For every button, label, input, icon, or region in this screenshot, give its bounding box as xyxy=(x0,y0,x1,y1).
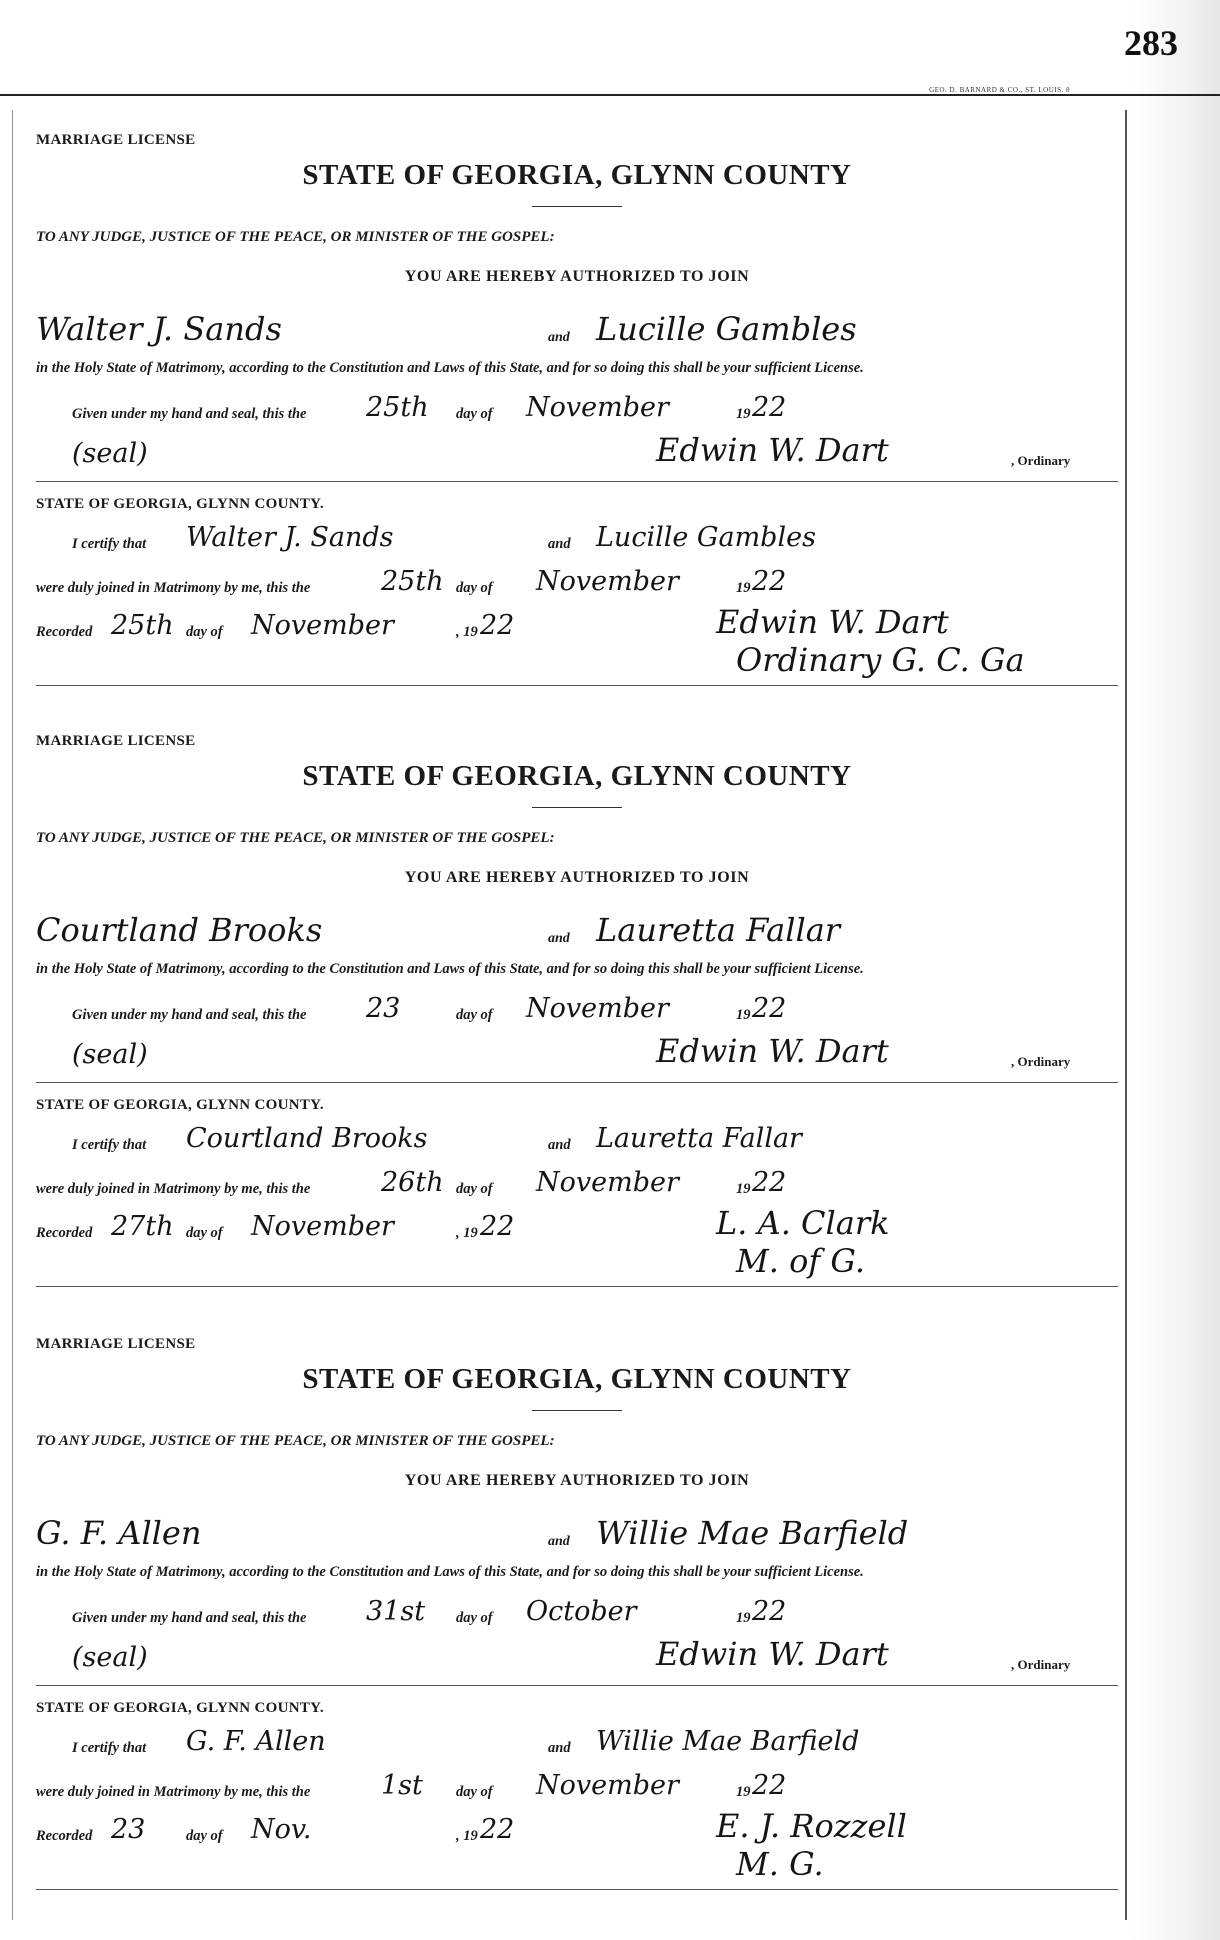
comma-year: , 19 xyxy=(456,1225,478,1241)
ordinary-sig-row xyxy=(36,1028,1118,1074)
license-year: 22 xyxy=(752,993,787,1024)
joined-row xyxy=(36,1761,1118,1805)
officiant-signature: E. J. Rozzell xyxy=(716,1807,907,1845)
recorded-year: 22 xyxy=(480,1211,515,1242)
day-of-label: day of xyxy=(456,1181,493,1197)
year-prefix: 19 xyxy=(736,1784,751,1800)
license-month: November xyxy=(526,993,669,1024)
groom-name: Walter J. Sands xyxy=(36,310,282,348)
license-day: 23 xyxy=(366,993,401,1024)
ordinary-sig-row xyxy=(36,427,1118,473)
officiant-signature: Edwin W. Dart xyxy=(716,603,949,641)
cert-bride-name: Lauretta Fallar xyxy=(596,1123,802,1154)
ordinary-label: , Ordinary xyxy=(1011,1054,1071,1069)
and-word: and xyxy=(548,931,570,946)
left-margin-line xyxy=(12,110,13,1920)
certify-row xyxy=(36,513,1118,557)
state-heading: STATE OF GEORGIA, GLYNN COUNTY xyxy=(302,1363,852,1395)
day-of-label: day of xyxy=(186,624,223,640)
year-prefix: 19 xyxy=(736,406,751,422)
given-row xyxy=(36,1585,1118,1631)
record-divider xyxy=(36,685,1118,686)
top-rule xyxy=(0,94,1220,96)
ordinary-signature: Edwin W. Dart xyxy=(656,1032,889,1070)
seal-note: (seal) xyxy=(72,1039,148,1070)
marriage-record xyxy=(36,1336,1118,1890)
section-divider xyxy=(36,1685,1118,1686)
names-row xyxy=(36,1504,1118,1558)
license-label: MARRIAGE LICENSE xyxy=(36,132,196,148)
address-line: TO ANY JUDGE, JUSTICE OF THE PEACE, OR MINISTER OF THE GOSPEL: xyxy=(36,1433,555,1449)
matrimony-text: in the Holy State of Matrimony, according to the Constitution and Laws of this State, and for so doing this shall be your sufficient License. xyxy=(36,1564,864,1580)
recorded-label: Recorded xyxy=(36,1828,93,1844)
officiant-title-row xyxy=(36,641,1118,683)
address-line: TO ANY JUDGE, JUSTICE OF THE PEACE, OR MINISTER OF THE GOSPEL: xyxy=(36,229,555,245)
address-line: TO ANY JUDGE, JUSTICE OF THE PEACE, OR MINISTER OF THE GOSPEL: xyxy=(36,830,555,846)
cert-bride-name: Willie Mae Barfield xyxy=(596,1726,860,1757)
joined-month: November xyxy=(536,566,679,597)
joined-row xyxy=(36,1158,1118,1202)
joined-year: 22 xyxy=(752,566,787,597)
record-divider xyxy=(36,1286,1118,1287)
given-row xyxy=(36,982,1118,1028)
recorded-day: 25th xyxy=(111,610,174,641)
certify-label: I certify that xyxy=(72,1137,147,1153)
joined-row xyxy=(36,557,1118,601)
bride-name: Lauretta Fallar xyxy=(596,911,841,949)
given-prefix: Given under my hand and seal, this the xyxy=(72,1610,307,1626)
recorded-row xyxy=(36,1202,1118,1246)
officiant-title: M. of G. xyxy=(736,1242,865,1280)
page-right-edge xyxy=(1130,0,1220,1940)
recorded-year: 22 xyxy=(480,610,515,641)
names-row xyxy=(36,300,1118,354)
year-prefix: 19 xyxy=(736,1181,751,1197)
joined-month: November xyxy=(536,1167,679,1198)
officiant-signature: L. A. Clark xyxy=(716,1204,890,1242)
day-of-label: day of xyxy=(456,580,493,596)
names-row xyxy=(36,901,1118,955)
joined-year: 22 xyxy=(752,1167,787,1198)
cert-bride-name: Lucille Gambles xyxy=(596,522,816,553)
heading-rule xyxy=(532,807,622,808)
recorded-month: November xyxy=(251,610,394,641)
authorized-line: YOU ARE HEREBY AUTHORIZED TO JOIN xyxy=(404,1472,750,1489)
state-heading: STATE OF GEORGIA, GLYNN COUNTY xyxy=(302,159,852,191)
cert-groom-name: G. F. Allen xyxy=(186,1726,326,1757)
officiant-title-row xyxy=(36,1845,1118,1887)
marriage-record xyxy=(36,132,1118,686)
page-number: 283 xyxy=(1124,23,1178,63)
given-row xyxy=(36,381,1118,427)
ordinary-signature: Edwin W. Dart xyxy=(656,431,889,469)
officiant-title: M. G. xyxy=(736,1845,824,1883)
cert-groom-name: Walter J. Sands xyxy=(186,522,394,553)
given-prefix: Given under my hand and seal, this the xyxy=(72,1007,307,1023)
license-label: MARRIAGE LICENSE xyxy=(36,733,196,749)
certify-row xyxy=(36,1717,1118,1761)
printer-imprint: GEO. D. BARNARD & CO., ST. LOUIS. 8 xyxy=(929,86,1070,94)
cert-heading: STATE OF GEORGIA, GLYNN COUNTY. xyxy=(36,496,324,512)
recorded-month: November xyxy=(251,1211,394,1242)
and-word: and xyxy=(548,1740,571,1756)
officiant-title: Ordinary G. C. Ga xyxy=(736,641,1025,679)
heading-rule xyxy=(532,1410,622,1411)
marriage-record xyxy=(36,733,1118,1287)
seal-note: (seal) xyxy=(72,438,148,469)
comma-year: , 19 xyxy=(456,1828,478,1844)
joined-day: 1st xyxy=(381,1770,423,1801)
recorded-month: Nov. xyxy=(251,1814,312,1845)
year-prefix: 19 xyxy=(736,580,751,596)
matrimony-text: in the Holy State of Matrimony, according to the Constitution and Laws of this State, and for so doing this shall be your sufficient License. xyxy=(36,360,864,376)
bride-name: Lucille Gambles xyxy=(596,310,857,348)
license-day: 31st xyxy=(366,1596,426,1627)
day-of-label: day of xyxy=(186,1828,223,1844)
certify-row xyxy=(36,1114,1118,1158)
day-of-label: day of xyxy=(186,1225,223,1241)
recorded-label: Recorded xyxy=(36,1225,93,1241)
recorded-row xyxy=(36,1805,1118,1849)
recorded-day: 23 xyxy=(111,1814,146,1845)
recorded-year: 22 xyxy=(480,1814,515,1845)
record-divider xyxy=(36,1889,1118,1890)
joined-day: 26th xyxy=(381,1167,444,1198)
and-word: and xyxy=(548,330,570,345)
cert-heading: STATE OF GEORGIA, GLYNN COUNTY. xyxy=(36,1700,324,1716)
license-year: 22 xyxy=(752,392,787,423)
section-divider xyxy=(36,1082,1118,1083)
recorded-row xyxy=(36,601,1118,645)
heading-rule xyxy=(532,206,622,207)
joined-day: 25th xyxy=(381,566,444,597)
duly-joined-label: were duly joined in Matrimony by me, this the xyxy=(36,1181,311,1197)
and-word: and xyxy=(548,1137,571,1153)
license-month: November xyxy=(526,392,669,423)
comma-year: , 19 xyxy=(456,624,478,640)
right-margin-line xyxy=(1125,110,1127,1920)
license-day: 25th xyxy=(366,392,429,423)
duly-joined-label: were duly joined in Matrimony by me, this the xyxy=(36,1784,311,1800)
ordinary-signature: Edwin W. Dart xyxy=(656,1635,889,1673)
duly-joined-label: were duly joined in Matrimony by me, this the xyxy=(36,580,311,596)
joined-month: November xyxy=(536,1770,679,1801)
recorded-label: Recorded xyxy=(36,624,93,640)
authorized-line: YOU ARE HEREBY AUTHORIZED TO JOIN xyxy=(404,268,750,285)
officiant-title-row xyxy=(36,1242,1118,1284)
day-of-label: day of xyxy=(456,406,493,422)
matrimony-text: in the Holy State of Matrimony, according to the Constitution and Laws of this State, and for so doing this shall be your sufficient License. xyxy=(36,961,864,977)
day-of-label: day of xyxy=(456,1007,493,1023)
bride-name: Willie Mae Barfield xyxy=(596,1514,909,1552)
certify-label: I certify that xyxy=(72,536,147,552)
day-of-label: day of xyxy=(456,1784,493,1800)
section-divider xyxy=(36,481,1118,482)
year-prefix: 19 xyxy=(736,1610,751,1626)
given-prefix: Given under my hand and seal, this the xyxy=(72,406,307,422)
ordinary-label: , Ordinary xyxy=(1011,453,1071,468)
license-year: 22 xyxy=(752,1596,787,1627)
license-label: MARRIAGE LICENSE xyxy=(36,1336,196,1352)
license-month: October xyxy=(526,1596,637,1627)
ordinary-label: , Ordinary xyxy=(1011,1657,1071,1672)
certify-label: I certify that xyxy=(72,1740,147,1756)
recorded-day: 27th xyxy=(111,1211,174,1242)
seal-note: (seal) xyxy=(72,1642,148,1673)
year-prefix: 19 xyxy=(736,1007,751,1023)
day-of-label: day of xyxy=(456,1610,493,1626)
authorized-line: YOU ARE HEREBY AUTHORIZED TO JOIN xyxy=(404,869,750,886)
and-word: and xyxy=(548,536,571,552)
groom-name: Courtland Brooks xyxy=(36,911,323,949)
cert-heading: STATE OF GEORGIA, GLYNN COUNTY. xyxy=(36,1097,324,1113)
groom-name: G. F. Allen xyxy=(36,1514,202,1552)
ordinary-sig-row xyxy=(36,1631,1118,1677)
cert-groom-name: Courtland Brooks xyxy=(186,1123,428,1154)
and-word: and xyxy=(548,1534,570,1549)
joined-year: 22 xyxy=(752,1770,787,1801)
state-heading: STATE OF GEORGIA, GLYNN COUNTY xyxy=(302,760,852,792)
